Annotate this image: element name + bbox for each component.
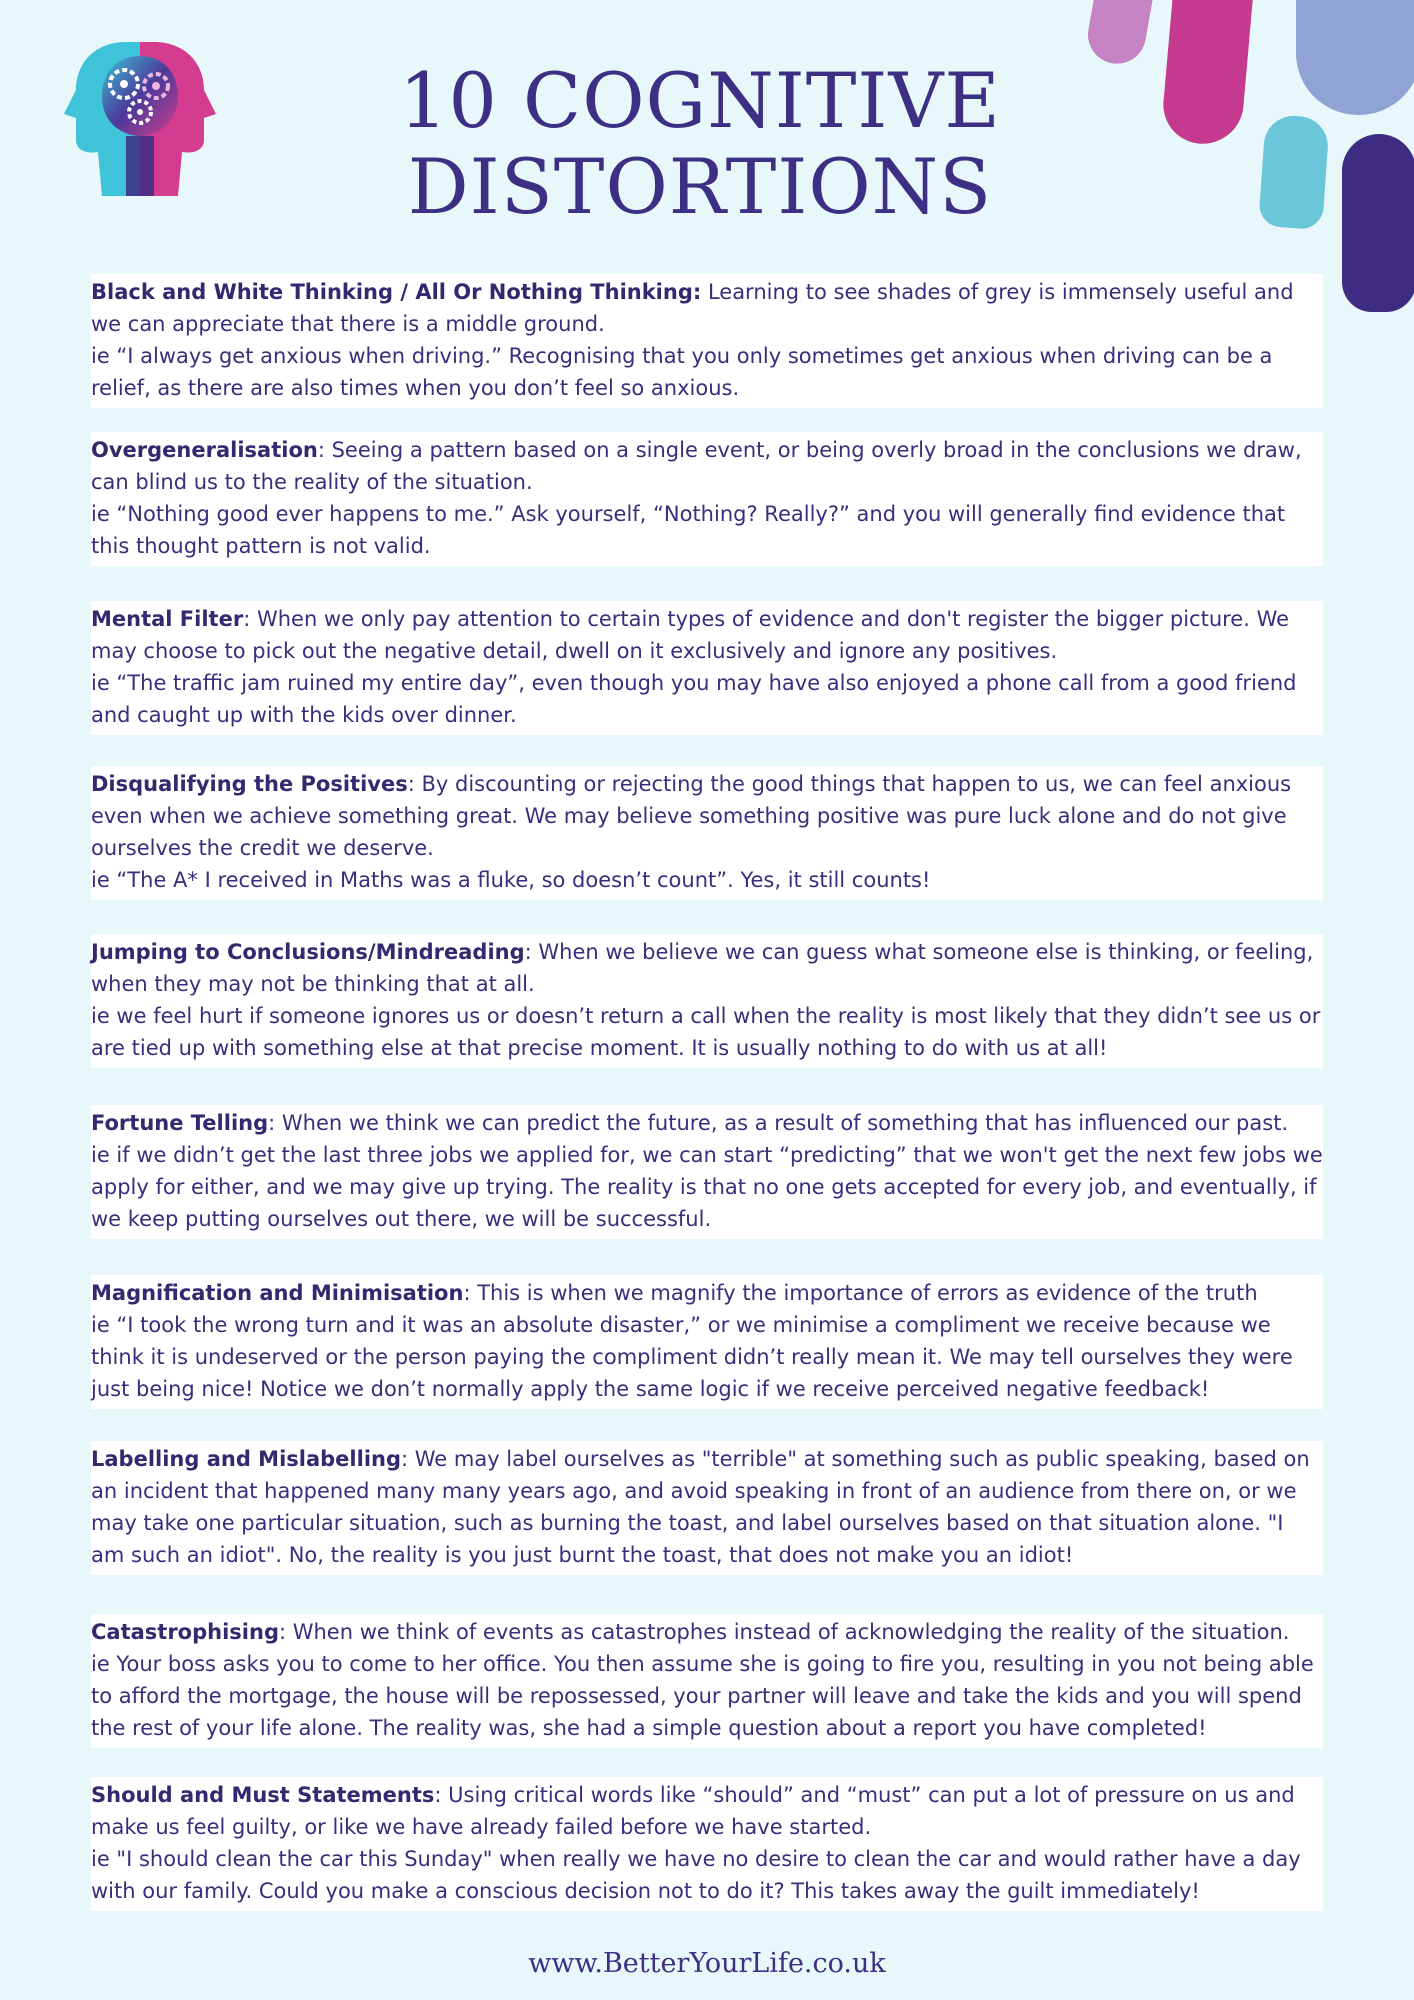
distortion-example: ie “The traffic jam ruined my entire day”, even though you may have also enjoyed a phone call from a good friend and caught up with the kids over dinner.	[91, 671, 1297, 727]
distortion-example: ie “I always get anxious when driving.” Recognising that you only sometimes get anxious when driving can be a relief, as there are also times when you don’t feel so anxious.	[91, 344, 1273, 400]
distortion-item	[91, 601, 1323, 735]
distortion-text: : This is when we magnify the importance of errors as evidence of the truth	[463, 1281, 1258, 1305]
distortion-term: Mental Filter	[91, 607, 244, 631]
decorative-blob	[1160, 0, 1256, 147]
distortion-text: : Using critical words like “should” and “must” can put a lot of pressure on us and make us feel guilty, or like we have already failed before we have started.	[91, 1783, 1295, 1839]
decorative-blob	[1258, 114, 1330, 230]
distortion-item	[91, 432, 1323, 566]
title-line-2: DISTORTIONS	[407, 142, 993, 231]
distortion-item	[91, 1105, 1323, 1239]
head-gears-icon	[56, 36, 224, 204]
distortion-text: : When we only pay attention to certain types of evidence and don't register the bigger picture. We may choose to pick out the negative detail, dwell on it exclusively and ignore any positives.	[91, 607, 1290, 663]
decorative-blob	[1342, 134, 1414, 312]
distortion-text: : By discounting or rejecting the good things that happen to us, we can feel anxious even when we achieve something great. We may believe something positive was pure luck alone and do not give ourselves the credit we deserve.	[91, 772, 1292, 860]
distortion-item	[91, 934, 1323, 1068]
distortion-term: Jumping to Conclusions/Mindreading	[91, 940, 525, 964]
website-url[interactable]: www.BetterYourLife.co.uk	[528, 1948, 886, 1979]
distortion-text: Learning to see shades of grey is immensely useful and we can appreciate that there is a middle ground.	[91, 280, 1294, 336]
distortion-definition	[91, 1616, 1323, 1648]
distortion-text: : When we think we can predict the future, as a result of something that has influenced our past.	[268, 1111, 1289, 1135]
page-title	[300, 58, 1100, 230]
distortion-item	[91, 1441, 1323, 1575]
distortion-item	[91, 1614, 1323, 1748]
distortion-definition	[91, 276, 1323, 340]
distortion-definition	[91, 1107, 1323, 1139]
distortion-term: Catastrophising	[91, 1620, 279, 1644]
distortion-definition	[91, 434, 1323, 498]
distortion-term: Fortune Telling	[91, 1111, 269, 1135]
distortion-text: : We may label ourselves as "terrible" at something such as public speaking, based on an incident that happened many many years ago, and avoid speaking in front of an audience from there on, or we may take one particular situation, such as burning the toast, and label ourselves based on that situation alone. "I am such an idiot". No, the reality is you just burnt the toast, that does not make you an idiot!	[91, 1447, 1310, 1567]
distortion-definition	[91, 768, 1323, 864]
decorative-blob	[1296, 0, 1414, 115]
distortion-text: : When we believe we can guess what someone else is thinking, or feeling, when they may not be thinking that at all.	[91, 940, 1314, 996]
distortion-term: Magnification and Minimisation	[91, 1281, 464, 1305]
distortion-term: Overgeneralisation	[91, 438, 318, 462]
distortion-definition	[91, 603, 1323, 667]
title-line-1: 10 COGNITIVE	[399, 56, 1001, 145]
distortion-item	[91, 1275, 1323, 1409]
distortion-example: ie "I should clean the car this Sunday" when really we have no desire to clean the car and would rather have a day with our family. Could you make a conscious decision not to do it? This takes away the guilt immediately!	[91, 1847, 1301, 1903]
distortion-example: ie Your boss asks you to come to her office. You then assume she is going to fire you, resulting in you not being able to afford the mortgage, the house will be repossessed, your partner will leave and take the kids and you will spend the rest of your life alone. The reality was, she had a simple question about a report you have completed!	[91, 1652, 1314, 1740]
distortion-term: Disqualifying the Positives	[91, 772, 408, 796]
distortion-text: : When we think of events as catastrophes instead of acknowledging the reality of the situation.	[278, 1620, 1290, 1644]
distortion-item	[91, 1777, 1323, 1911]
distortion-definition	[91, 1277, 1323, 1309]
distortion-definition	[91, 1779, 1323, 1843]
distortion-example: ie we feel hurt if someone ignores us or doesn’t return a call when the reality is most likely that they didn’t see us or are tied up with something else at that precise moment. It is usually nothing to do with us at all!	[91, 1004, 1321, 1060]
distortion-example: ie “The A* I received in Maths was a fluke, so doesn’t count”. Yes, it still counts!	[91, 868, 931, 892]
distortion-definition	[91, 1443, 1323, 1571]
distortion-term: Should and Must Statements	[91, 1783, 435, 1807]
distortion-text: : Seeing a pattern based on a single event, or being overly broad in the conclusions we draw, can blind us to the reality of the situation.	[91, 438, 1302, 494]
distortion-item	[91, 274, 1323, 408]
distortion-example: ie if we didn’t get the last three jobs we applied for, we can start “predicting” that we won't get the next few jobs we apply for either, and we may give up trying. The reality is that no one gets accepted for every job, and eventually, if we keep putting ourselves out there, we will be successful.	[91, 1143, 1323, 1231]
distortion-item	[91, 766, 1323, 900]
distortion-example: ie “I took the wrong turn and it was an absolute disaster,” or we minimise a compliment we receive because we think it is undeserved or the person paying the compliment didn’t really mean it. We may tell ourselves they were just being nice! Notice we don’t normally apply the same logic if we receive perceived negative feedback!	[91, 1313, 1293, 1401]
distortion-term: Labelling and Mislabelling	[91, 1447, 401, 1471]
distortion-definition	[91, 936, 1323, 1000]
distortion-term: Black and White Thinking / All Or Nothing Thinking:	[91, 280, 702, 304]
distortion-example: ie “Nothing good ever happens to me.” Ask yourself, “Nothing? Really?” and you will generally find evidence that this thought pattern is not valid.	[91, 502, 1286, 558]
